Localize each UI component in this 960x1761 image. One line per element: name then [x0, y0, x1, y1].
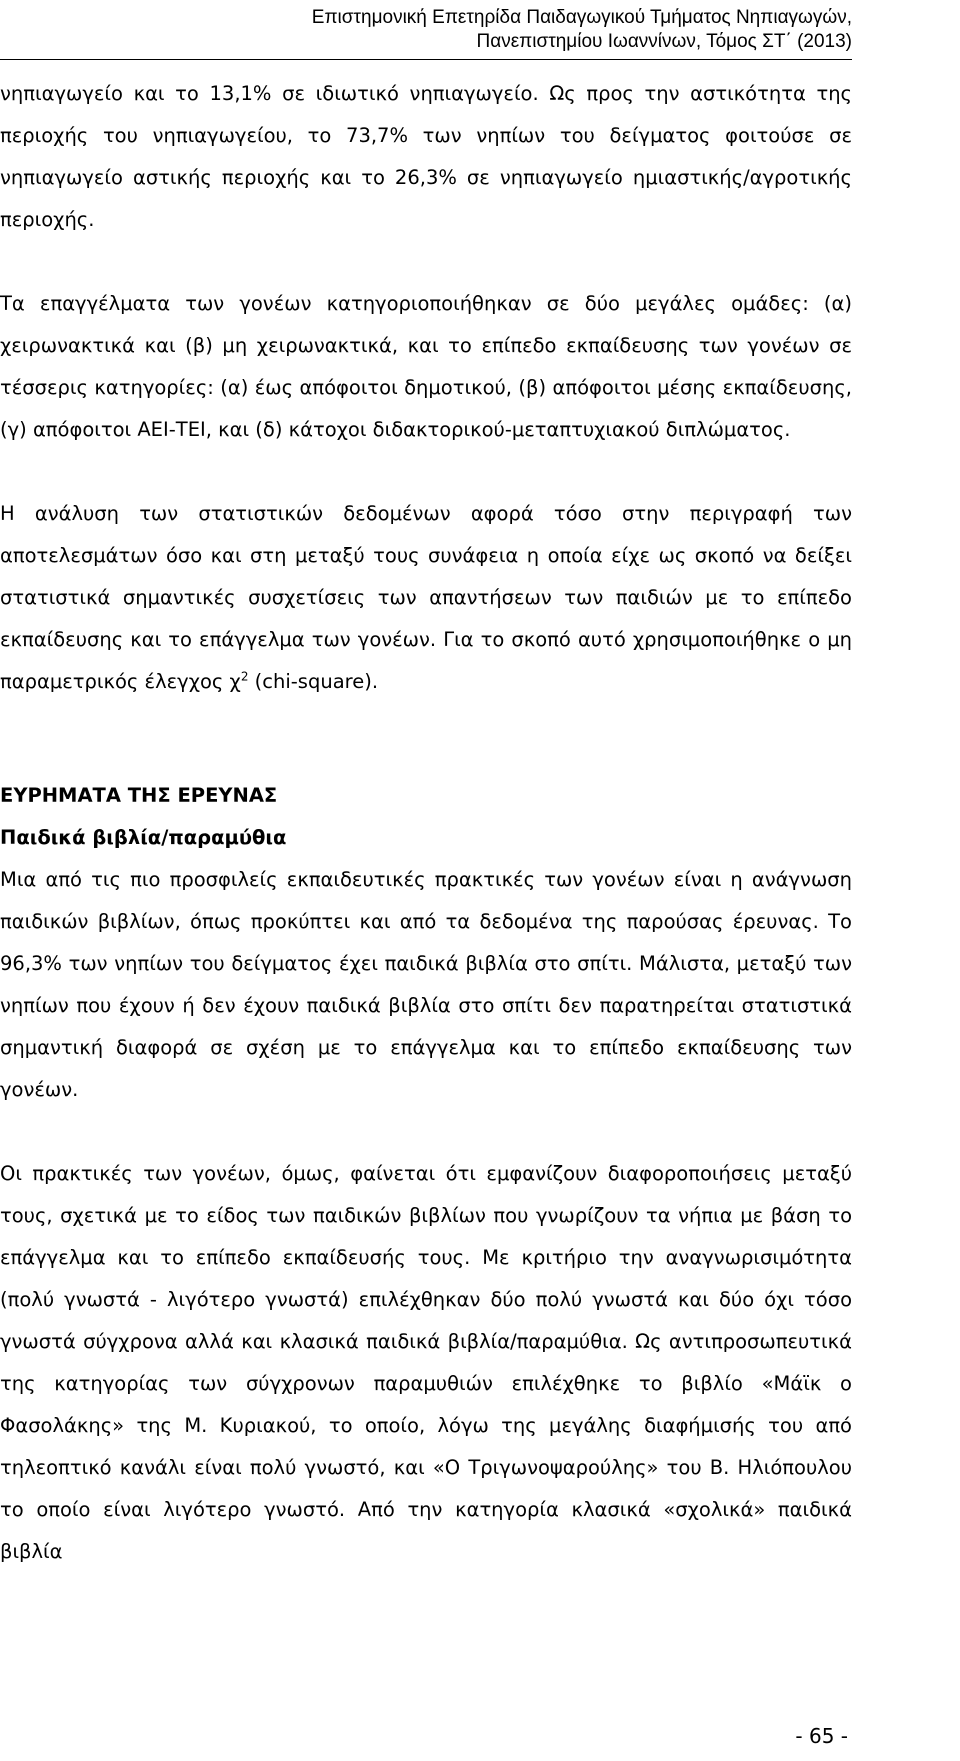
page-body: [0, 73, 852, 1573]
header-divider: [0, 59, 852, 60]
paragraph-sample-urbanity: νηπιαγωγείο και το 13,1% σε ιδιωτικό νηπιαγωγείο. Ως προς την αστικότητα της περιοχής του νηπιαγωγείου, το 73,7% των νηπίων του δείγματος φοιτούσε σε νηπιαγωγείο αστικής περιοχής και το 26,3% σε νηπιαγωγείο ημιαστικής/αγροτικής περιοχής.: [0, 82, 852, 231]
paragraph-parent-categories: Τα επαγγέλματα των γονέων κατηγοριοποιήθηκαν σε δύο μεγάλες ομάδες: (α) χειρωνακτικά και (β) μη χειρωνακτικά, και το επίπεδο εκπαίδευσης των γονέων σε τέσσερις κατηγορίες: (α) έως απόφοιτοι δημοτικού, (β) απόφοιτοι μέσης εκπαίδευσης, (γ) απόφοιτοι ΑΕΙ-ΤΕΙ, και (δ) κάτοχοι διδακτορικού-μεταπτυχιακού διπλώματος.: [0, 292, 852, 441]
paragraph-spacer: [0, 1111, 852, 1153]
paragraph-spacer: [0, 451, 852, 493]
paragraph-statistical-analysis: [0, 493, 852, 703]
paragraph-reading-practice: Μια από τις πιο προσφιλείς εκπαιδευτικές πρακτικές των γονέων είναι η ανάγνωση παιδικών βιβλίων, όπως προκύπτει και από τα δεδομένα της παρούσας έρευνας. Το 96,3% των νηπίων του δείγματος έχει παιδικά βιβλία στο σπίτι. Μάλιστα, μεταξύ των νηπίων που έχουν ή δεν έχουν παιδικά βιβλία στο σπίτι δεν παρατηρείται στατιστικά σημαντική διαφορά σε σχέση με το επάγγελμα και το επίπεδο εκπαίδευσης των γονέων.: [0, 868, 852, 1101]
paragraph-spacer: [0, 703, 852, 745]
paragraph-parent-practices: Οι πρακτικές των γονέων, όμως, φαίνεται ότι εμφανίζουν διαφοροποιήσεις μεταξύ τους, σχετικά με το είδος των παιδικών βιβλίων που γνωρίζουν τα νήπια με βάση το επάγγελμα και το επίπεδο εκπαίδευσής τους. Με κριτήριο την αναγνωρισιμότητα (πολύ γνωστά - λιγότερο γνωστά) επιλέχθηκαν δύο πολύ γνωστά και δύο όχι τόσο γνωστά σύγχρονα αλλά και κλασικά παιδικά βιβλία/παραμύθια. Ως αντιπροσωπευτικά της κατηγορίας των σύγχρονων παραμυθιών επιλέχθηκε το βιβλίο «Μάϊκ ο Φασολάκης» της Μ. Κυριακού, το οποίο, λόγω της μεγάλης διαφήμισής του από τηλεοπτικό κανάλι είναι πολύ γνωστό, και «Ο Τριγωνοψαρούλης» του Β. Ηλιόπουλου το οποίο είναι λιγότερο γνωστό. Από την κατηγορία κλασικά «σχολικά» παιδικά βιβλία: [0, 1162, 852, 1563]
analysis-text: Η ανάλυση των στατιστικών δεδομένων αφορά τόσο στην περιγραφή των αποτελεσμάτων όσο και στη μεταξύ τους συνάφεια η οποία είχε ως σκοπό να δείξει στατιστικά σημαντικές συσχετίσεις των απαντήσεων των παιδιών με το επίπεδο εκπαίδευσης και το επάγγελμα των γονέων. Για το σκοπό αυτό χρησιμοποιήθηκε ο μη παραμετρικός έλεγχος χ: [0, 502, 852, 693]
running-header-line-1: Επιστημονική Επετηρίδα Παιδαγωγικού Τμήματος Νηπιαγωγών,: [311, 7, 852, 28]
heading-spacer: [0, 745, 852, 775]
paragraph-spacer: [0, 241, 852, 283]
page-number: - 65 -: [795, 1724, 848, 1748]
running-header-line-2: Πανεπιστημίου Ιωαννίνων, Τόμος ΣΤ΄ (2013): [476, 31, 852, 52]
section-heading-findings: ΕΥΡΗΜΑΤΑ ΤΗΣ ΕΡΕΥΝΑΣ: [0, 784, 278, 807]
chi-square-superscript: 2: [240, 669, 249, 684]
subsection-heading-children-books: Παιδικά βιβλία/παραμύθια: [0, 826, 287, 849]
running-header: [92, 6, 852, 54]
analysis-text-end: (chi-square).: [248, 670, 379, 693]
